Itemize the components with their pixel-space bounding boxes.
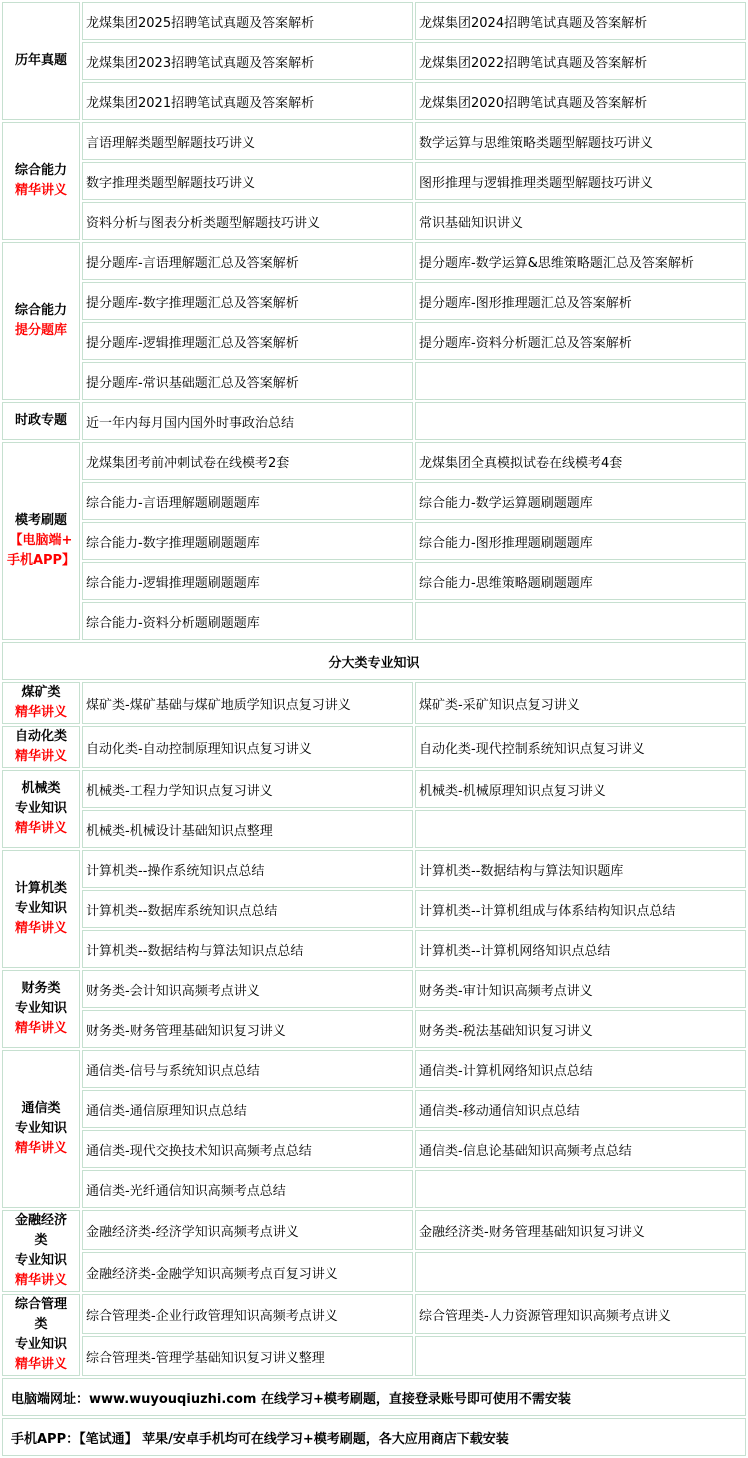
item-link[interactable]: 计算机类--计算机组成与体系结构知识点总结	[415, 890, 746, 928]
item-link[interactable]: 数学运算与思维策略类题型解题技巧讲义	[415, 122, 746, 160]
item-link[interactable]: 综合能力-思维策略题刷题题库	[415, 562, 746, 600]
item-link[interactable]: 资料分析与图表分析类题型解题技巧讲义	[82, 202, 413, 240]
item-link[interactable]: 财务类-税法基础知识复习讲义	[415, 1010, 746, 1048]
category-label: 金融经济	[14, 1213, 67, 1228]
category-sublabel: 【电脑端+	[9, 533, 73, 548]
category-ability-bank	[2, 242, 80, 400]
category-sublabel: 精华讲义	[14, 821, 67, 836]
item-link[interactable]: 机械类-机械原理知识点复习讲义	[415, 770, 746, 808]
category-label: 专业知识	[14, 1001, 67, 1016]
empty-cell	[415, 402, 746, 440]
category-sublabel: 精华讲义	[14, 1273, 67, 1288]
item-link[interactable]: 计算机类--数据结构与算法知识点总结	[82, 930, 413, 968]
item-link[interactable]: 通信类-信号与系统知识点总结	[82, 1050, 413, 1088]
item-link[interactable]: 提分题库-图形推理题汇总及答案解析	[415, 282, 746, 320]
item-link[interactable]: 综合能力-言语理解题刷题题库	[82, 482, 413, 520]
item-link[interactable]: 常识基础知识讲义	[415, 202, 746, 240]
item-link[interactable]: 综合管理类-企业行政管理知识高频考点讲义	[82, 1294, 413, 1334]
footer-app-info: 手机APP：【笔试通】 苹果/安卓手机均可在线学习+模考刷题，各大应用商店下载安装	[2, 1418, 746, 1456]
category-label: 机械类	[21, 781, 61, 796]
item-link[interactable]: 近一年内每月国内国外时事政治总结	[82, 402, 413, 440]
category-sublabel: 精华讲义	[14, 1141, 67, 1156]
category-sublabel: 精华讲义	[14, 1021, 67, 1036]
category-finance	[2, 970, 80, 1048]
item-link[interactable]: 金融经济类-财务管理基础知识复习讲义	[415, 1210, 746, 1250]
item-link[interactable]: 财务类-审计知识高频考点讲义	[415, 970, 746, 1008]
category-sublabel: 手机APP】	[6, 553, 76, 568]
category-mechanical	[2, 770, 80, 848]
item-link[interactable]: 综合能力-数学运算题刷题题库	[415, 482, 746, 520]
item-link[interactable]: 计算机类--数据结构与算法知识题库	[415, 850, 746, 888]
section-title: 分大类专业知识	[2, 642, 746, 680]
item-link[interactable]: 金融经济类-金融学知识高频考点百复习讲义	[82, 1252, 413, 1292]
category-label: 综合管理	[14, 1297, 67, 1312]
category-label: 历年真题	[14, 53, 67, 68]
item-link[interactable]: 龙煤集团2021招聘笔试真题及答案解析	[82, 82, 413, 120]
item-link[interactable]: 通信类-通信原理知识点总结	[82, 1090, 413, 1128]
category-label: 专业知识	[14, 1253, 67, 1268]
empty-cell	[415, 1170, 746, 1208]
item-link[interactable]: 综合管理类-管理学基础知识复习讲义整理	[82, 1336, 413, 1376]
category-management	[2, 1294, 80, 1376]
item-link[interactable]: 计算机类--数据库系统知识点总结	[82, 890, 413, 928]
category-label: 类	[34, 1233, 48, 1248]
item-link[interactable]: 通信类-计算机网络知识点总结	[415, 1050, 746, 1088]
category-label: 综合能力	[14, 163, 67, 178]
empty-cell	[415, 1252, 746, 1292]
item-link[interactable]: 龙煤集团2022招聘笔试真题及答案解析	[415, 42, 746, 80]
item-link[interactable]: 图形推理与逻辑推理类题型解题技巧讲义	[415, 162, 746, 200]
item-link[interactable]: 提分题库-言语理解题汇总及答案解析	[82, 242, 413, 280]
category-label: 时政专题	[14, 413, 67, 428]
category-communication	[2, 1050, 80, 1208]
item-link[interactable]: 自动化类-现代控制系统知识点复习讲义	[415, 726, 746, 768]
item-link[interactable]: 龙煤集团考前冲刺试卷在线模考2套	[82, 442, 413, 480]
item-link[interactable]: 龙煤集团2024招聘笔试真题及答案解析	[415, 2, 746, 40]
category-label: 专业知识	[14, 1337, 67, 1352]
item-link[interactable]: 计算机类--计算机网络知识点总结	[415, 930, 746, 968]
item-link[interactable]: 综合能力-逻辑推理题刷题题库	[82, 562, 413, 600]
empty-cell	[415, 362, 746, 400]
category-sublabel: 提分题库	[14, 323, 67, 338]
item-link[interactable]: 通信类-移动通信知识点总结	[415, 1090, 746, 1128]
item-link[interactable]: 综合能力-数字推理题刷题题库	[82, 522, 413, 560]
item-link[interactable]: 龙煤集团2020招聘笔试真题及答案解析	[415, 82, 746, 120]
category-sublabel: 精华讲义	[14, 921, 67, 936]
item-link[interactable]: 数字推理类题型解题技巧讲义	[82, 162, 413, 200]
category-label: 专业知识	[14, 801, 67, 816]
category-label: 专业知识	[14, 1121, 67, 1136]
item-link[interactable]: 综合能力-资料分析题刷题题库	[82, 602, 413, 640]
category-label: 模考刷题	[14, 513, 67, 528]
item-link[interactable]: 通信类-现代交换技术知识高频考点总结	[82, 1130, 413, 1168]
item-link[interactable]: 机械类-工程力学知识点复习讲义	[82, 770, 413, 808]
category-current-affairs	[2, 402, 80, 440]
item-link[interactable]: 综合管理类-人力资源管理知识高频考点讲义	[415, 1294, 746, 1334]
category-sublabel: 精华讲义	[14, 749, 67, 764]
category-computer	[2, 850, 80, 968]
item-link[interactable]: 提分题库-资料分析题汇总及答案解析	[415, 322, 746, 360]
item-link[interactable]: 龙煤集团2025招聘笔试真题及答案解析	[82, 2, 413, 40]
item-link[interactable]: 龙煤集团全真模拟试卷在线模考4套	[415, 442, 746, 480]
item-link[interactable]: 金融经济类-经济学知识高频考点讲义	[82, 1210, 413, 1250]
category-label: 计算机类	[14, 881, 67, 896]
category-label: 综合能力	[14, 303, 67, 318]
item-link[interactable]: 提分题库-逻辑推理题汇总及答案解析	[82, 322, 413, 360]
item-link[interactable]: 提分题库-常识基础题汇总及答案解析	[82, 362, 413, 400]
category-label: 专业知识	[14, 901, 67, 916]
category-ability-notes	[2, 122, 80, 240]
item-link[interactable]: 煤矿类-煤矿基础与煤矿地质学知识点复习讲义	[82, 682, 413, 724]
item-link[interactable]: 龙煤集团2023招聘笔试真题及答案解析	[82, 42, 413, 80]
category-coal-mining	[2, 682, 80, 724]
category-sublabel: 精华讲义	[14, 1357, 67, 1372]
item-link[interactable]: 综合能力-图形推理题刷题题库	[415, 522, 746, 560]
category-mock-exams	[2, 442, 80, 640]
item-link[interactable]: 煤矿类-采矿知识点复习讲义	[415, 682, 746, 724]
item-link[interactable]: 通信类-光纤通信知识高频考点总结	[82, 1170, 413, 1208]
category-label: 通信类	[21, 1101, 61, 1116]
category-label: 财务类	[21, 981, 61, 996]
item-link[interactable]: 言语理解类题型解题技巧讲义	[82, 122, 413, 160]
category-label: 煤矿类	[21, 685, 61, 700]
empty-cell	[415, 810, 746, 848]
category-sublabel: 精华讲义	[14, 705, 67, 720]
footer-pc-url[interactable]: 电脑端网址：www.wuyouqiuzhi.com 在线学习+模考刷题，直接登录账号即可使用不需安装	[2, 1378, 746, 1416]
category-automation	[2, 726, 80, 768]
item-link[interactable]: 提分题库-数字推理题汇总及答案解析	[82, 282, 413, 320]
item-link[interactable]: 财务类-财务管理基础知识复习讲义	[82, 1010, 413, 1048]
item-link[interactable]: 财务类-会计知识高频考点讲义	[82, 970, 413, 1008]
item-link[interactable]: 计算机类--操作系统知识点总结	[82, 850, 413, 888]
category-past-exams	[2, 2, 80, 120]
category-economics	[2, 1210, 80, 1292]
empty-cell	[415, 1336, 746, 1376]
category-label: 类	[34, 1317, 48, 1332]
item-link[interactable]: 机械类-机械设计基础知识点整理	[82, 810, 413, 848]
item-link[interactable]: 自动化类-自动控制原理知识点复习讲义	[82, 726, 413, 768]
item-link[interactable]: 通信类-信息论基础知识高频考点总结	[415, 1130, 746, 1168]
item-link[interactable]: 提分题库-数学运算&思维策略题汇总及答案解析	[415, 242, 746, 280]
category-sublabel: 精华讲义	[14, 183, 67, 198]
empty-cell	[415, 602, 746, 640]
category-label: 自动化类	[14, 729, 67, 744]
